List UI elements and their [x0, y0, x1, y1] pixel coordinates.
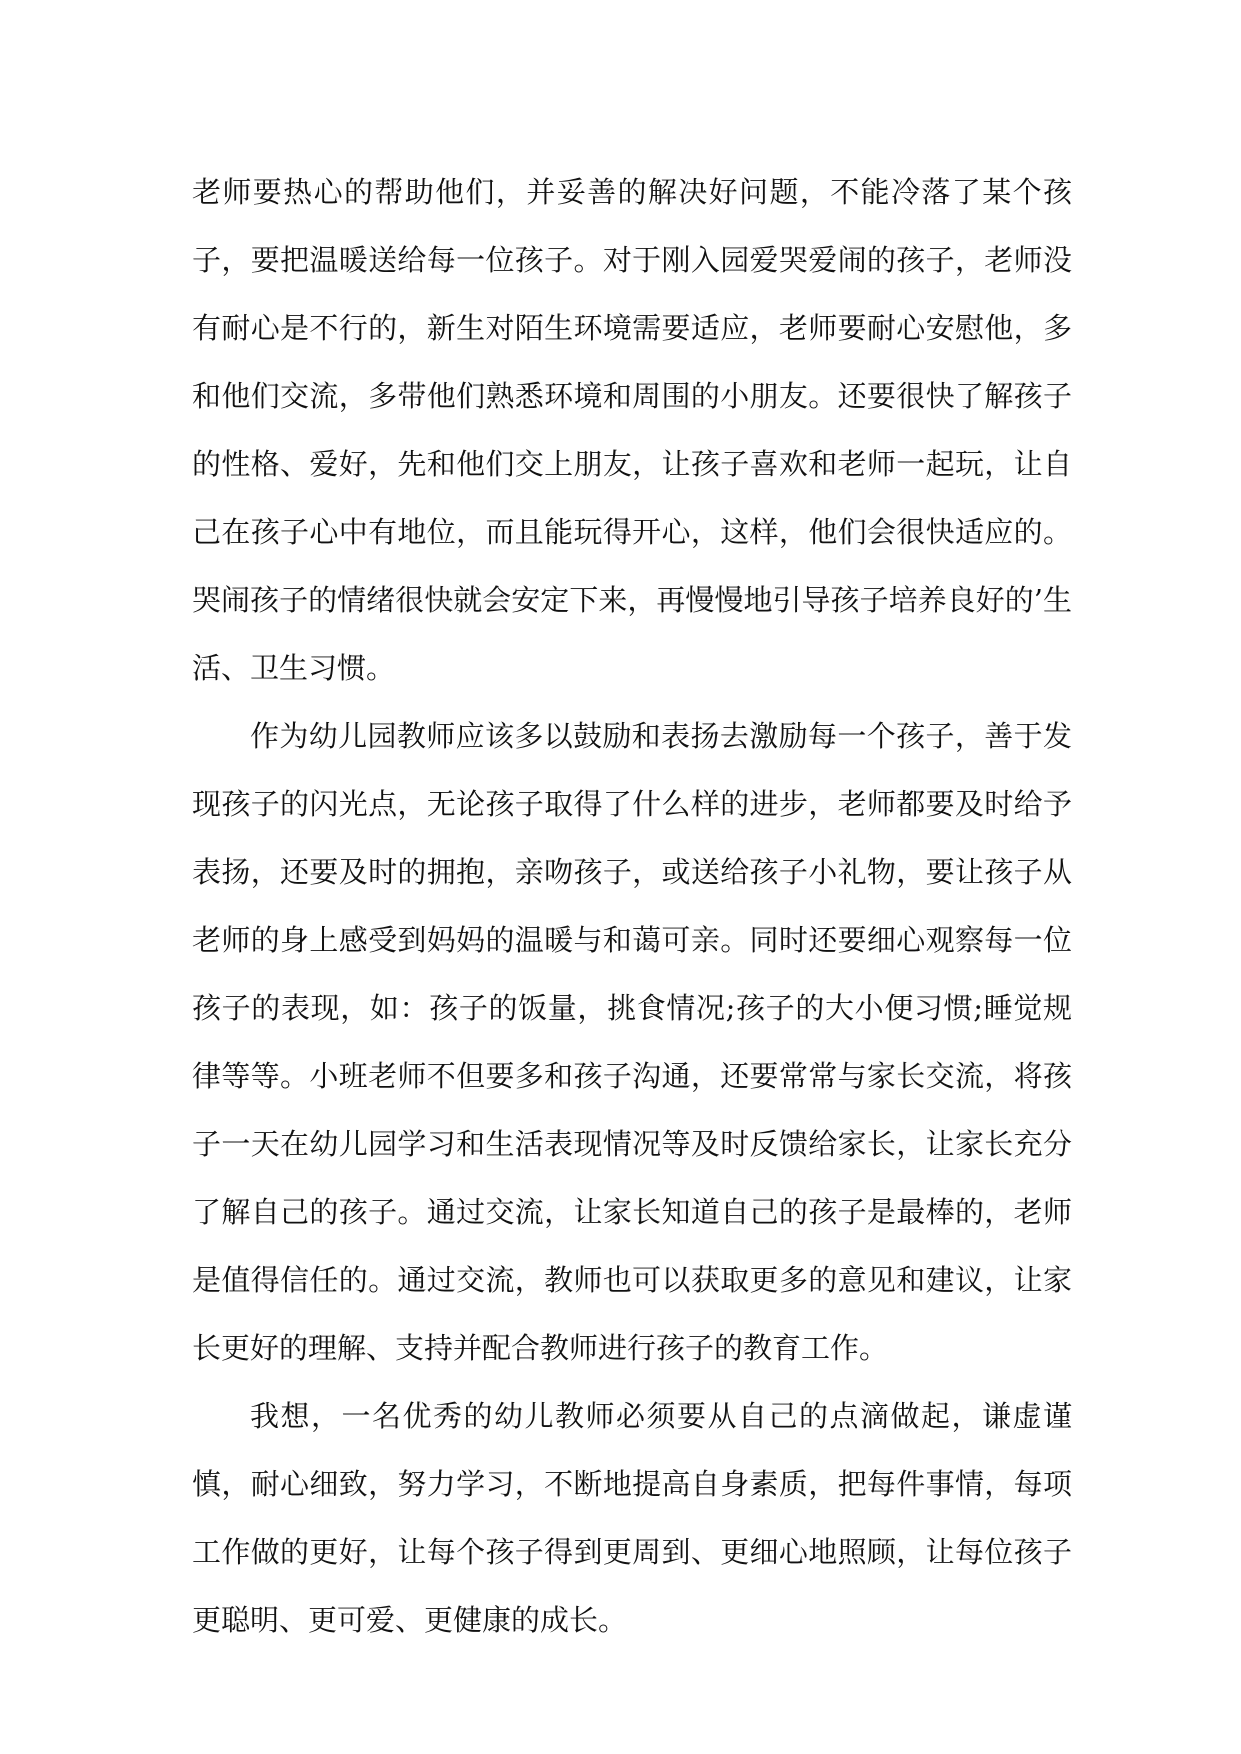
paragraph-encouragement: 作为幼儿园教师应该多以鼓励和表扬去激励每一个孩子，善于发现孩子的闪光点，无论孩子取得了什么样的进步，老师都要及时给予表扬，还要及时的拥抱，亲吻孩子，或送给孩子小礼物，要让孩子从老师的身上感受到妈妈的温暖与和蔼可亲。同时还要细心观察每一位孩子的表现，如：孩子的饭量，挑食情况;孩子的大小便习惯;睡觉规律等等。小班老师不但要多和孩子沟通，还要常常与家长交流，将孩子一天在幼儿园学习和生活表现情况等及时反馈给家长，让家长充分了解自己的孩子。通过交流，让家长知道自己的孩子是最棒的，老师是值得信任的。通过交流，教师也可以获取更多的意见和建议，让家长更好的理解、支持并配合教师进行孩子的教育工作。	[192, 719, 1072, 1365]
paragraph-continued: 老师要热心的帮助他们，并妥善的解决好问题，不能冷落了某个孩子，要把温暖送给每一位孩子。对于刚入园爱哭爱闹的孩子，老师没有耐心是不行的，新生对陌生环境需要适应，老师要耐心安慰他，多和他们交流，多带他们熟悉环境和周围的小朋友。还要很快了解孩子的性格、爱好，先和他们交上朋友，让孩子喜欢和老师一起玩，让自己在孩子心中有地位，而且能玩得开心，这样，他们会很快适应的。哭闹孩子的情绪很快就会安定下来，再慢慢地引导孩子培养良好的’生活、卫生习惯。	[192, 175, 1072, 685]
body-text	[192, 158, 1072, 1654]
paragraph-conclusion: 我想，一名优秀的幼儿教师必须要从自己的点滴做起，谦虚谨慎，耐心细致，努力学习，不断地提高自身素质，把每件事情，每项工作做的更好，让每个孩子得到更周到、更细心地照顾，让每位孩子更聪明、更可爱、更健康的成长。	[192, 1399, 1072, 1637]
